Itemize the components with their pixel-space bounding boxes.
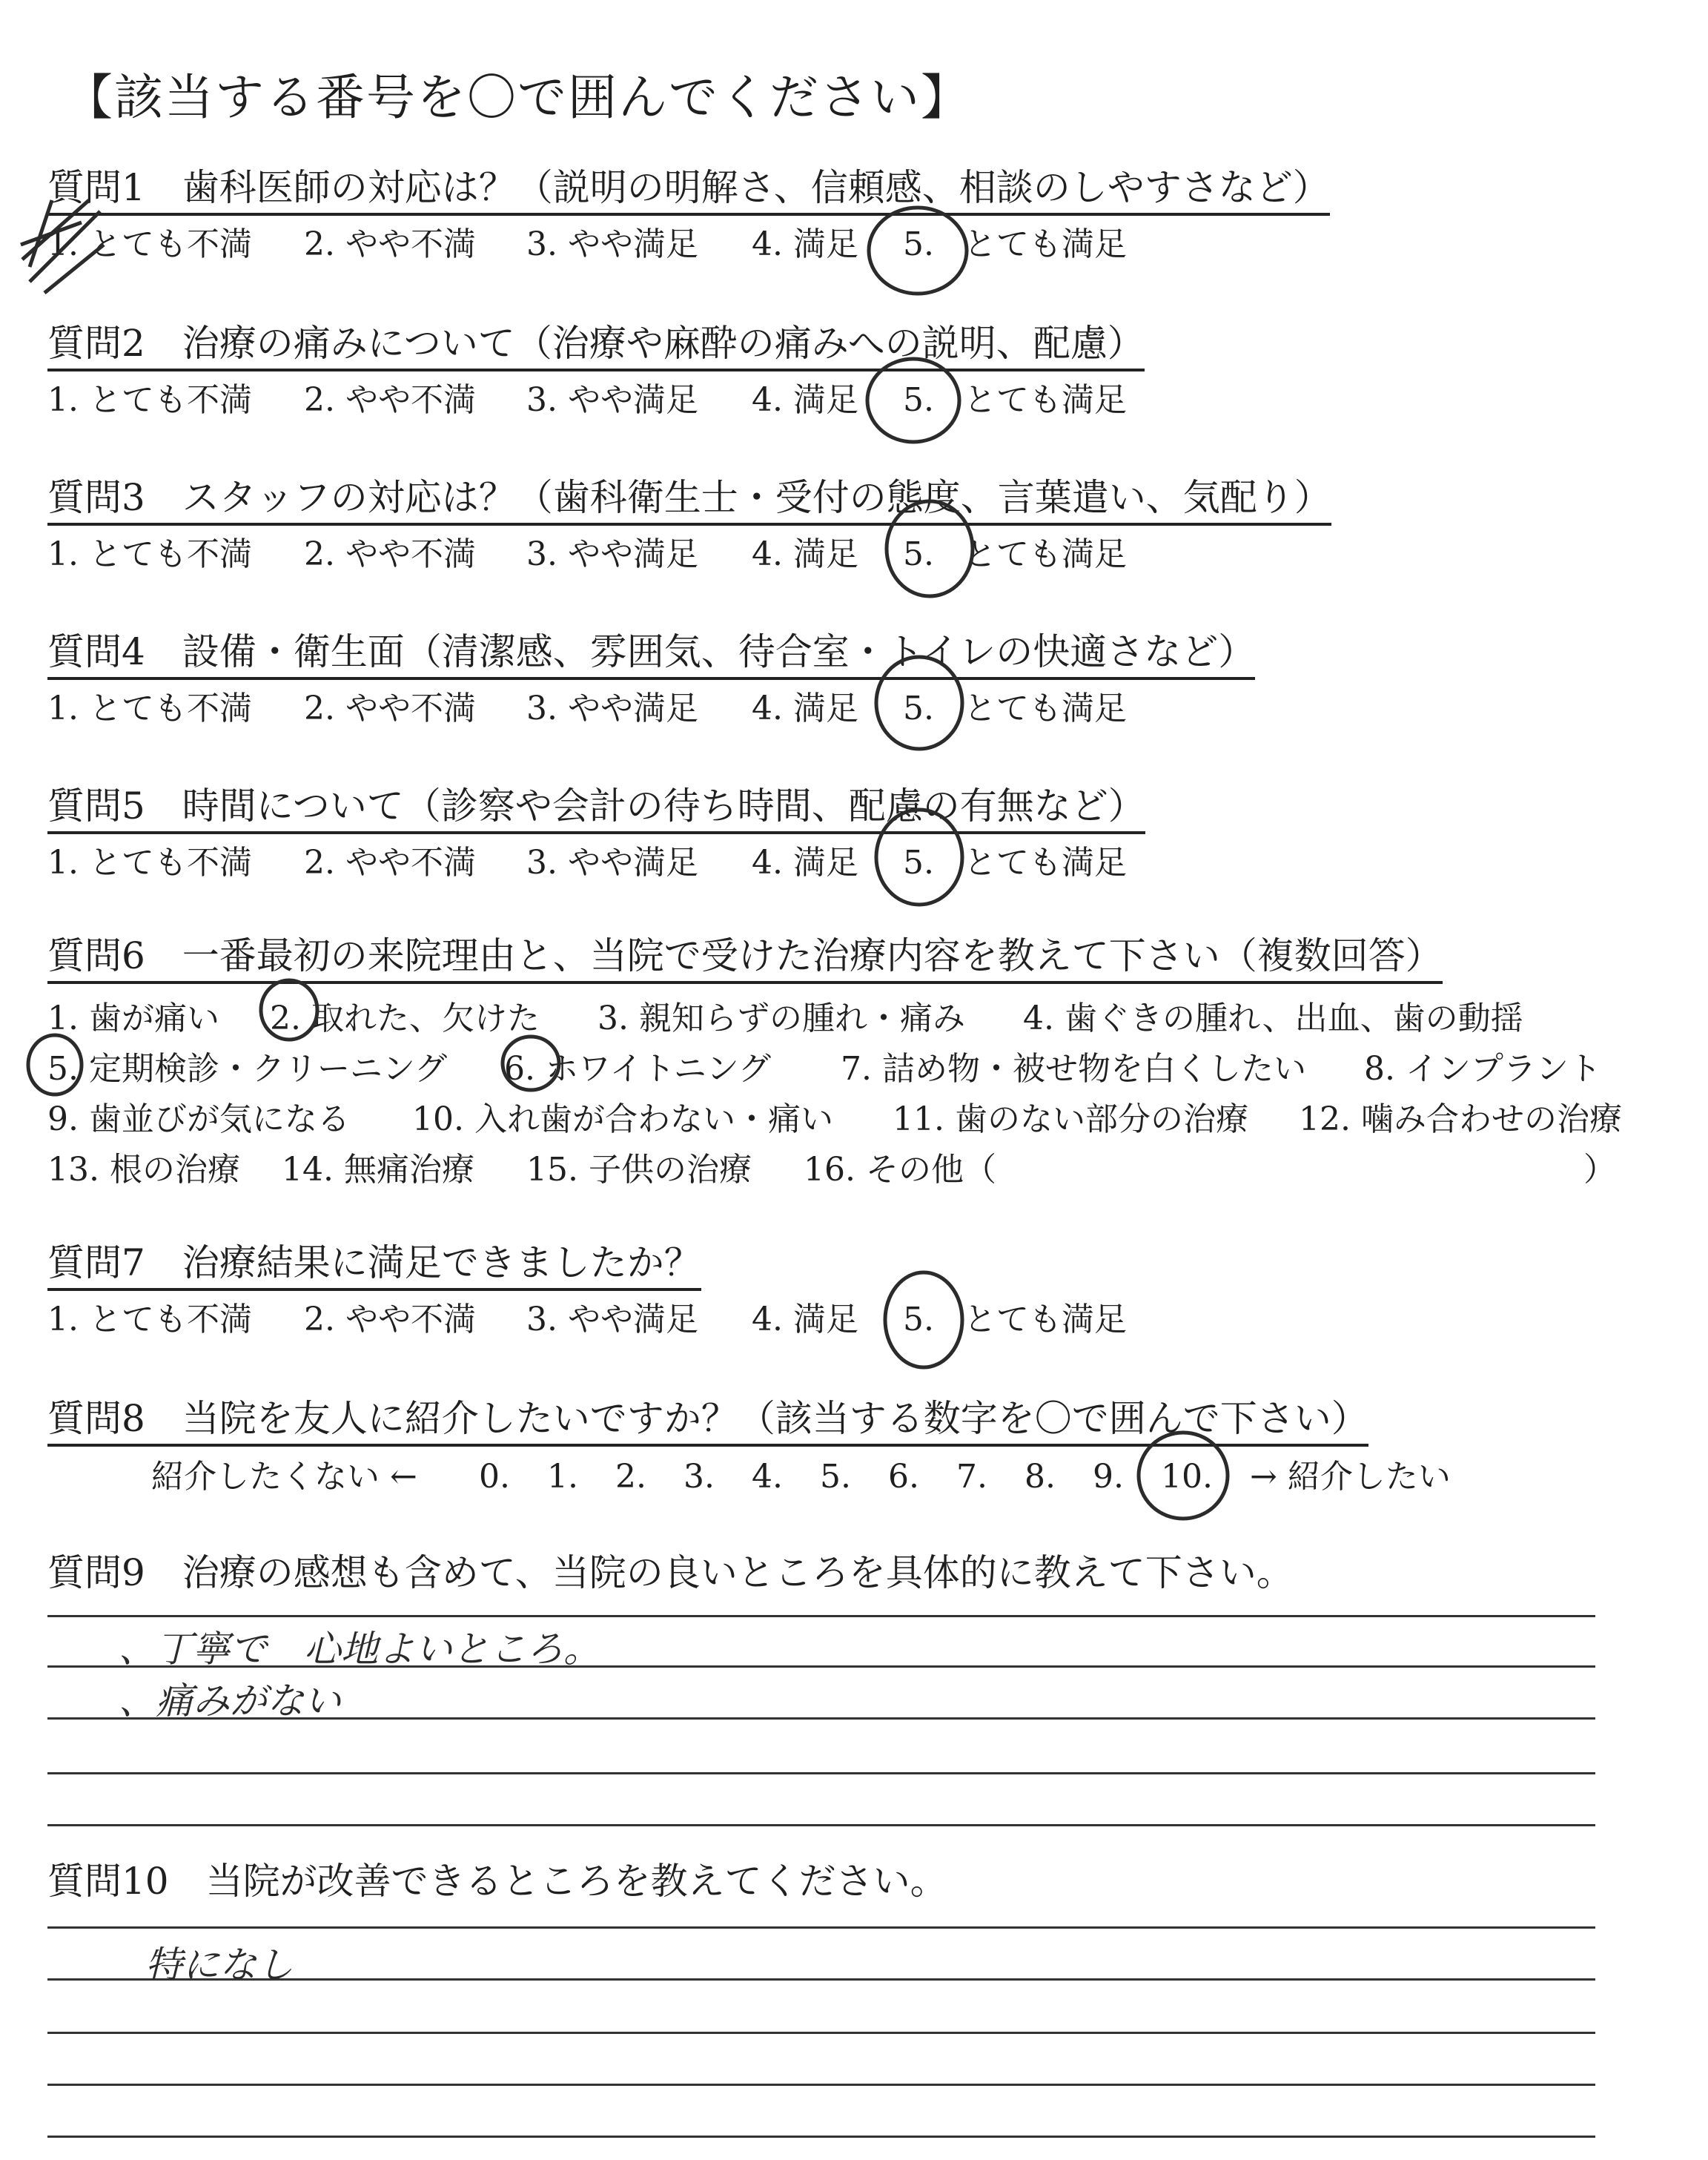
q8-scale-6[interactable]: 6. — [888, 1458, 919, 1496]
q4-selection-circle — [876, 657, 962, 749]
q8-selection-circle — [1139, 1433, 1228, 1519]
q4-title: 質問4 設備・衛生面（清潔感、雰囲気、待合室・トイレの快適さなど） — [47, 632, 1255, 680]
q2-selection-circle — [867, 359, 959, 442]
q4-option-3[interactable]: 3. やや満足 — [526, 690, 698, 727]
q9-title: 質問9 治療の感想も含めて、当院の良いところを具体的に教えて下さい。 — [47, 1551, 1294, 1594]
q7-option-4[interactable]: 4. 満足 — [752, 1301, 858, 1338]
q6-option-12[interactable]: 12. 噛み合わせの治療 — [1299, 1100, 1622, 1138]
q4-option-1[interactable]: 1. とても不満 — [47, 690, 252, 727]
q8-right-label: → 紹介したい — [1250, 1458, 1451, 1496]
q6-option-13[interactable]: 13. 根の治療 — [47, 1151, 240, 1189]
q8-scale-10[interactable]: 10. — [1161, 1458, 1213, 1496]
q3-option-5[interactable]: 5. — [903, 535, 934, 573]
q8-scale-5[interactable]: 5. — [820, 1458, 851, 1496]
q3-option-3[interactable]: 3. やや満足 — [526, 535, 698, 573]
q2-option-5[interactable]: 5. — [903, 381, 934, 419]
q3-selection-circle — [887, 501, 973, 596]
q6-option-9[interactable]: 9. 歯並びが気になる — [47, 1100, 350, 1138]
q3-option-5-label: とても満足 — [964, 535, 1127, 573]
q5-option-4[interactable]: 4. 満足 — [752, 844, 858, 882]
q8-scale-9[interactable]: 9. — [1093, 1458, 1124, 1496]
q1-option-2[interactable]: 2. やや不満 — [304, 225, 476, 263]
q3-option-2[interactable]: 2. やや不満 — [304, 535, 476, 573]
q9-answer-2[interactable]: 、痛みがない — [119, 1680, 341, 1723]
q5-selection-circle — [876, 810, 962, 905]
q2-option-3[interactable]: 3. やや満足 — [526, 381, 698, 419]
q7-option-3[interactable]: 3. やや満足 — [526, 1301, 698, 1338]
q6-option-15[interactable]: 15. 子供の治療 — [526, 1151, 752, 1189]
q6-option-16[interactable]: 16. その他（ — [804, 1151, 996, 1189]
q6-option-3[interactable]: 3. 親知らずの腫れ・痛み — [598, 1000, 965, 1037]
q6-other-close: ） — [1583, 1151, 1616, 1189]
q2-option-1[interactable]: 1. とても不満 — [47, 381, 252, 419]
q6-option-6[interactable]: 6. ホワイトニング — [504, 1050, 772, 1088]
q8-scale-3[interactable]: 3. — [683, 1458, 715, 1496]
q6-option-11[interactable]: 11. 歯のない部分の治療 — [893, 1100, 1248, 1138]
q6-option-1[interactable]: 1. 歯が痛い — [47, 1000, 219, 1037]
q7-option-5-label: とても満足 — [964, 1301, 1127, 1338]
q1-option-3[interactable]: 3. やや満足 — [526, 225, 698, 263]
q5-option-1[interactable]: 1. とても不満 — [47, 844, 252, 882]
q6-option-8[interactable]: 8. インプラント — [1364, 1050, 1601, 1088]
q8-scale-8[interactable]: 8. — [1025, 1458, 1056, 1496]
q4-option-5[interactable]: 5. — [903, 690, 934, 727]
q8-scale-4[interactable]: 4. — [752, 1458, 783, 1496]
q6-option-4[interactable]: 4. 歯ぐきの腫れ、出血、歯の動揺 — [1023, 1000, 1523, 1037]
q10-title: 質問10 当院が改善できるところを教えてください。 — [47, 1860, 947, 1903]
q8-scale-1[interactable]: 1. — [547, 1458, 578, 1496]
q5-title: 質問5 時間について（診察や会計の待ち時間、配慮の有無など） — [47, 786, 1145, 834]
q1-option-1[interactable]: 1. とても不満 — [47, 225, 252, 263]
q2-title: 質問2 治療の痛みについて（治療や麻酔の痛みへの説明、配慮） — [47, 323, 1145, 371]
q2-option-4[interactable]: 4. 満足 — [752, 381, 858, 419]
q1-title: 質問1 歯科医師の対応は？（説明の明解さ、信頼感、相談のしやすさなど） — [47, 168, 1330, 216]
q6-option-5[interactable]: 5. 定期検診・クリーニング — [47, 1050, 448, 1088]
q8-scale-2[interactable]: 2. — [615, 1458, 646, 1496]
q5-option-2[interactable]: 2. やや不満 — [304, 844, 476, 882]
q1-selection-circle — [869, 208, 967, 294]
q2-option-2[interactable]: 2. やや不満 — [304, 381, 476, 419]
q8-left-label: 紹介したくない ← — [151, 1458, 417, 1496]
q6-option-2[interactable]: 2. 取れた、欠けた — [270, 1000, 540, 1037]
q8-scale-0[interactable]: 0. — [479, 1458, 510, 1496]
q6-selection-circle-5 — [28, 1035, 82, 1094]
q4-option-4[interactable]: 4. 満足 — [752, 690, 858, 727]
q5-option-5-label: とても満足 — [964, 844, 1127, 882]
q3-option-1[interactable]: 1. とても不満 — [47, 535, 252, 573]
q4-option-2[interactable]: 2. やや不満 — [304, 690, 476, 727]
q5-option-3[interactable]: 3. やや満足 — [526, 844, 698, 882]
page-title: 【該当する番号を〇で囲んでください】 — [64, 69, 971, 126]
q10-answer-1[interactable]: 特になし — [145, 1943, 294, 1986]
q8-title: 質問8 当院を友人に紹介したいですか？（該当する数字を〇で囲んで下さい） — [47, 1398, 1368, 1447]
q6-option-14[interactable]: 14. 無痛治療 — [282, 1151, 474, 1189]
q9-answer-1[interactable]: 、丁寧で 心地よいところ。 — [119, 1628, 600, 1671]
q6-selection-circle-2 — [261, 980, 317, 1040]
q4-option-5-label: とても満足 — [964, 690, 1127, 727]
q6-option-10[interactable]: 10. 入れ歯が合わない・痛い — [412, 1100, 833, 1138]
q6-option-7[interactable]: 7. 詰め物・被せ物を白くしたい — [841, 1050, 1306, 1088]
q7-title: 質問7 治療結果に満足できましたか？ — [47, 1243, 701, 1291]
q1-option-5-label: とても満足 — [964, 225, 1127, 263]
q6-selection-circle-6 — [503, 1037, 559, 1090]
q2-option-5-label: とても満足 — [964, 381, 1127, 419]
q7-option-2[interactable]: 2. やや不満 — [304, 1301, 476, 1338]
q1-scribble-mark — [21, 200, 104, 293]
q1-option-4[interactable]: 4. 満足 — [752, 225, 858, 263]
q6-title: 質問6 一番最初の来院理由と、当院で受けた治療内容を教えて下さい（複数回答） — [47, 936, 1443, 984]
q5-option-5[interactable]: 5. — [903, 844, 934, 882]
q1-option-5[interactable]: 5. — [903, 225, 934, 263]
q7-option-5[interactable]: 5. — [903, 1301, 934, 1338]
q3-title: 質問3 スタッフの対応は？（歯科衛生士・受付の態度、言葉遣い、気配り） — [47, 478, 1331, 526]
q7-option-1[interactable]: 1. とても不満 — [47, 1301, 252, 1338]
q3-option-4[interactable]: 4. 満足 — [752, 535, 858, 573]
q7-selection-circle — [885, 1272, 962, 1367]
q8-scale-7[interactable]: 7. — [956, 1458, 987, 1496]
